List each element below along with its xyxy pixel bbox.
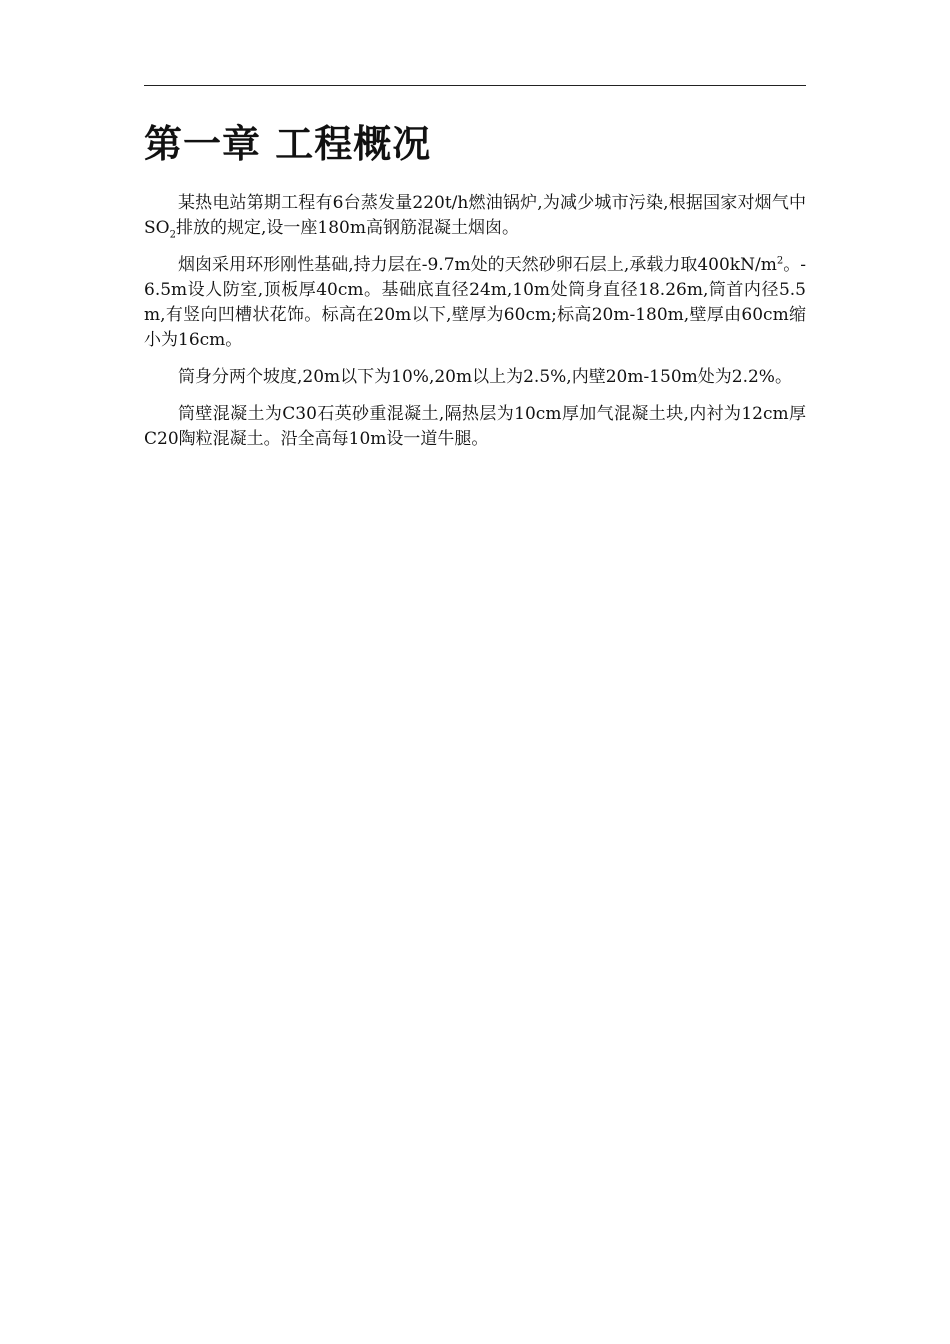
body-text — [144, 191, 806, 464]
paragraph-text: 烟囱采用环形刚性基础,持力层在-9.7m处的天然砂卵石层上,承载力取400kN/m — [178, 255, 777, 275]
chapter-title: 第一章 工程概况 — [144, 122, 432, 166]
subscript: 2 — [169, 229, 176, 241]
paragraph-project-intro — [144, 191, 806, 241]
paragraph-materials: 筒壁混凝土为C30石英砂重混凝土,隔热层为10cm厚加气混凝土块,内衬为12cm厚C20陶粒混凝土。沿全高每10m设一道牛腿。 — [144, 404, 806, 449]
paragraph-slope: 筒身分两个坡度,20m以下为10%,20m以上为2.5%,内壁20m-150m处为2.2%。 — [178, 367, 792, 387]
superscript: 2 — [776, 255, 784, 267]
paragraph-foundation — [144, 253, 806, 353]
paragraph-text: 某热电站第期工程有6台蒸发量220t/h燃油锅炉,为减少城市污染,根据国家对烟气中SO — [144, 193, 806, 238]
header-divider — [144, 85, 806, 86]
paragraph-text: 排放的规定,设一座180m高钢筋混凝土烟囱。 — [175, 218, 519, 238]
paragraph-text: 。-6.5m设人防室,顶板厚40cm。基础底直径24m,10m处筒身直径18.26m,筒首内径5.5m,有竖向凹槽状花饰。标高在20m以下,壁厚为60cm;标高20m-180m,壁厚由60cm缩小为16cm。 — [144, 255, 806, 350]
